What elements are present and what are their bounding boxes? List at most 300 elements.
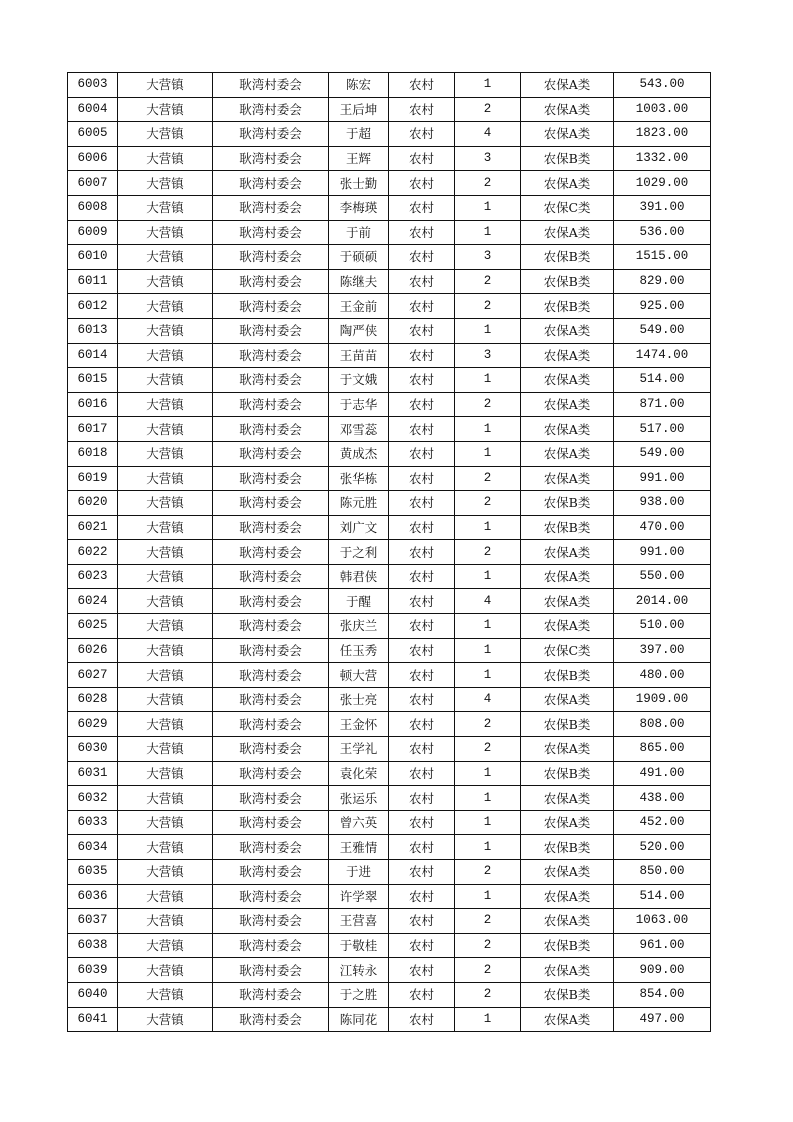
category-cell: 农保A类: [521, 810, 614, 835]
count-cell: 3: [455, 343, 521, 368]
town-cell: 大营镇: [118, 909, 213, 934]
category-cell: 农保A类: [521, 417, 614, 442]
committee-cell: 耿湾村委会: [213, 933, 329, 958]
name-cell: 张庆兰: [329, 614, 389, 639]
type-cell: 农村: [389, 737, 455, 762]
type-cell: 农村: [389, 564, 455, 589]
town-cell: 大营镇: [118, 1007, 213, 1032]
category-cell: 农保A类: [521, 441, 614, 466]
type-cell: 农村: [389, 343, 455, 368]
type-cell: 农村: [389, 982, 455, 1007]
type-cell: 农村: [389, 860, 455, 885]
category-cell: 农保A类: [521, 392, 614, 417]
amount-cell: 1909.00: [614, 687, 711, 712]
name-cell: 王雅情: [329, 835, 389, 860]
town-cell: 大营镇: [118, 564, 213, 589]
category-cell: 农保A类: [521, 687, 614, 712]
name-cell: 王学礼: [329, 737, 389, 762]
table-row: [68, 663, 711, 688]
town-cell: 大营镇: [118, 737, 213, 762]
type-cell: 农村: [389, 73, 455, 98]
amount-cell: 452.00: [614, 810, 711, 835]
category-cell: 农保A类: [521, 540, 614, 565]
town-cell: 大营镇: [118, 638, 213, 663]
id-cell: 6021: [68, 515, 118, 540]
town-cell: 大营镇: [118, 318, 213, 343]
count-cell: 2: [455, 392, 521, 417]
table-row: [68, 786, 711, 811]
category-cell: 农保B类: [521, 515, 614, 540]
type-cell: 农村: [389, 515, 455, 540]
town-cell: 大营镇: [118, 269, 213, 294]
town-cell: 大营镇: [118, 663, 213, 688]
name-cell: 于进: [329, 860, 389, 885]
amount-cell: 961.00: [614, 933, 711, 958]
type-cell: 农村: [389, 589, 455, 614]
count-cell: 4: [455, 589, 521, 614]
town-cell: 大营镇: [118, 933, 213, 958]
amount-cell: 808.00: [614, 712, 711, 737]
type-cell: 农村: [389, 441, 455, 466]
table-row: [68, 933, 711, 958]
id-cell: 6018: [68, 441, 118, 466]
committee-cell: 耿湾村委会: [213, 540, 329, 565]
count-cell: 2: [455, 982, 521, 1007]
category-cell: 农保C类: [521, 638, 614, 663]
category-cell: 农保A类: [521, 614, 614, 639]
name-cell: 于文娥: [329, 368, 389, 393]
committee-cell: 耿湾村委会: [213, 884, 329, 909]
type-cell: 农村: [389, 318, 455, 343]
count-cell: 1: [455, 417, 521, 442]
amount-cell: 829.00: [614, 269, 711, 294]
town-cell: 大营镇: [118, 195, 213, 220]
town-cell: 大营镇: [118, 466, 213, 491]
count-cell: 2: [455, 933, 521, 958]
count-cell: 2: [455, 466, 521, 491]
amount-cell: 543.00: [614, 73, 711, 98]
name-cell: 王金怀: [329, 712, 389, 737]
table-row: [68, 368, 711, 393]
name-cell: 顿大营: [329, 663, 389, 688]
category-cell: 农保A类: [521, 737, 614, 762]
id-cell: 6003: [68, 73, 118, 98]
amount-cell: 520.00: [614, 835, 711, 860]
type-cell: 农村: [389, 122, 455, 147]
table-row: [68, 73, 711, 98]
id-cell: 6037: [68, 909, 118, 934]
amount-cell: 2014.00: [614, 589, 711, 614]
committee-cell: 耿湾村委会: [213, 614, 329, 639]
type-cell: 农村: [389, 958, 455, 983]
id-cell: 6020: [68, 491, 118, 516]
name-cell: 张士勤: [329, 171, 389, 196]
name-cell: 黄成杰: [329, 441, 389, 466]
id-cell: 6032: [68, 786, 118, 811]
id-cell: 6036: [68, 884, 118, 909]
count-cell: 1: [455, 786, 521, 811]
count-cell: 2: [455, 958, 521, 983]
town-cell: 大营镇: [118, 343, 213, 368]
table-row: [68, 97, 711, 122]
table-row: [68, 220, 711, 245]
count-cell: 1: [455, 614, 521, 639]
town-cell: 大营镇: [118, 515, 213, 540]
town-cell: 大营镇: [118, 835, 213, 860]
category-cell: 农保A类: [521, 786, 614, 811]
type-cell: 农村: [389, 663, 455, 688]
count-cell: 1: [455, 638, 521, 663]
town-cell: 大营镇: [118, 860, 213, 885]
town-cell: 大营镇: [118, 982, 213, 1007]
name-cell: 刘广文: [329, 515, 389, 540]
count-cell: 1: [455, 761, 521, 786]
category-cell: 农保B类: [521, 663, 614, 688]
type-cell: 农村: [389, 786, 455, 811]
id-cell: 6016: [68, 392, 118, 417]
id-cell: 6023: [68, 564, 118, 589]
committee-cell: 耿湾村委会: [213, 786, 329, 811]
amount-cell: 909.00: [614, 958, 711, 983]
town-cell: 大营镇: [118, 417, 213, 442]
id-cell: 6015: [68, 368, 118, 393]
table-row: [68, 122, 711, 147]
town-cell: 大营镇: [118, 441, 213, 466]
committee-cell: 耿湾村委会: [213, 663, 329, 688]
id-cell: 6038: [68, 933, 118, 958]
type-cell: 农村: [389, 614, 455, 639]
category-cell: 农保A类: [521, 958, 614, 983]
category-cell: 农保A类: [521, 73, 614, 98]
table-row: [68, 343, 711, 368]
type-cell: 农村: [389, 761, 455, 786]
category-cell: 农保A类: [521, 220, 614, 245]
committee-cell: 耿湾村委会: [213, 97, 329, 122]
category-cell: 农保A类: [521, 343, 614, 368]
town-cell: 大营镇: [118, 146, 213, 171]
count-cell: 2: [455, 491, 521, 516]
town-cell: 大营镇: [118, 97, 213, 122]
type-cell: 农村: [389, 294, 455, 319]
town-cell: 大营镇: [118, 687, 213, 712]
name-cell: 王辉: [329, 146, 389, 171]
type-cell: 农村: [389, 638, 455, 663]
count-cell: 2: [455, 269, 521, 294]
id-cell: 6040: [68, 982, 118, 1007]
category-cell: 农保B类: [521, 835, 614, 860]
category-cell: 农保A类: [521, 1007, 614, 1032]
amount-cell: 1003.00: [614, 97, 711, 122]
amount-cell: 480.00: [614, 663, 711, 688]
category-cell: 农保A类: [521, 122, 614, 147]
committee-cell: 耿湾村委会: [213, 564, 329, 589]
id-cell: 6025: [68, 614, 118, 639]
type-cell: 农村: [389, 245, 455, 270]
table-row: [68, 466, 711, 491]
table-row: [68, 687, 711, 712]
committee-cell: 耿湾村委会: [213, 491, 329, 516]
name-cell: 王营喜: [329, 909, 389, 934]
committee-cell: 耿湾村委会: [213, 860, 329, 885]
count-cell: 1: [455, 368, 521, 393]
name-cell: 陶严侠: [329, 318, 389, 343]
id-cell: 6031: [68, 761, 118, 786]
table-row: [68, 515, 711, 540]
type-cell: 农村: [389, 491, 455, 516]
id-cell: 6035: [68, 860, 118, 885]
count-cell: 1: [455, 564, 521, 589]
table-row: [68, 614, 711, 639]
table-row: [68, 958, 711, 983]
table-row: [68, 245, 711, 270]
category-cell: 农保A类: [521, 884, 614, 909]
type-cell: 农村: [389, 810, 455, 835]
committee-cell: 耿湾村委会: [213, 368, 329, 393]
name-cell: 王苗苗: [329, 343, 389, 368]
name-cell: 许学翠: [329, 884, 389, 909]
type-cell: 农村: [389, 540, 455, 565]
type-cell: 农村: [389, 909, 455, 934]
id-cell: 6008: [68, 195, 118, 220]
category-cell: 农保B类: [521, 245, 614, 270]
committee-cell: 耿湾村委会: [213, 171, 329, 196]
committee-cell: 耿湾村委会: [213, 1007, 329, 1032]
table-row: [68, 392, 711, 417]
name-cell: 于醒: [329, 589, 389, 614]
count-cell: 1: [455, 220, 521, 245]
id-cell: 6005: [68, 122, 118, 147]
town-cell: 大营镇: [118, 810, 213, 835]
id-cell: 6024: [68, 589, 118, 614]
category-cell: 农保B类: [521, 146, 614, 171]
id-cell: 6004: [68, 97, 118, 122]
table-row: [68, 318, 711, 343]
table-row: [68, 982, 711, 1007]
amount-cell: 510.00: [614, 614, 711, 639]
type-cell: 农村: [389, 466, 455, 491]
type-cell: 农村: [389, 835, 455, 860]
town-cell: 大营镇: [118, 73, 213, 98]
category-cell: 农保B类: [521, 712, 614, 737]
type-cell: 农村: [389, 269, 455, 294]
id-cell: 6039: [68, 958, 118, 983]
amount-cell: 871.00: [614, 392, 711, 417]
amount-cell: 491.00: [614, 761, 711, 786]
type-cell: 农村: [389, 368, 455, 393]
amount-cell: 549.00: [614, 318, 711, 343]
id-cell: 6026: [68, 638, 118, 663]
name-cell: 王金前: [329, 294, 389, 319]
amount-cell: 1823.00: [614, 122, 711, 147]
committee-cell: 耿湾村委会: [213, 761, 329, 786]
amount-cell: 1029.00: [614, 171, 711, 196]
amount-cell: 391.00: [614, 195, 711, 220]
town-cell: 大营镇: [118, 589, 213, 614]
amount-cell: 925.00: [614, 294, 711, 319]
category-cell: 农保B类: [521, 294, 614, 319]
name-cell: 江转永: [329, 958, 389, 983]
id-cell: 6030: [68, 737, 118, 762]
count-cell: 1: [455, 73, 521, 98]
id-cell: 6011: [68, 269, 118, 294]
count-cell: 2: [455, 737, 521, 762]
type-cell: 农村: [389, 1007, 455, 1032]
committee-cell: 耿湾村委会: [213, 269, 329, 294]
committee-cell: 耿湾村委会: [213, 343, 329, 368]
id-cell: 6029: [68, 712, 118, 737]
count-cell: 2: [455, 540, 521, 565]
category-cell: 农保A类: [521, 171, 614, 196]
table-row: [68, 564, 711, 589]
category-cell: 农保B类: [521, 491, 614, 516]
count-cell: 4: [455, 122, 521, 147]
committee-cell: 耿湾村委会: [213, 73, 329, 98]
committee-cell: 耿湾村委会: [213, 146, 329, 171]
category-cell: 农保A类: [521, 368, 614, 393]
committee-cell: 耿湾村委会: [213, 294, 329, 319]
table-row: [68, 810, 711, 835]
table-row: [68, 860, 711, 885]
table-row: [68, 540, 711, 565]
name-cell: 李梅瑛: [329, 195, 389, 220]
table-row: [68, 835, 711, 860]
table-row: [68, 884, 711, 909]
amount-cell: 549.00: [614, 441, 711, 466]
count-cell: 1: [455, 835, 521, 860]
town-cell: 大营镇: [118, 786, 213, 811]
id-cell: 6034: [68, 835, 118, 860]
table-row: [68, 195, 711, 220]
name-cell: 袁化荣: [329, 761, 389, 786]
count-cell: 1: [455, 195, 521, 220]
category-cell: 农保A类: [521, 589, 614, 614]
name-cell: 于之利: [329, 540, 389, 565]
name-cell: 王后坤: [329, 97, 389, 122]
name-cell: 任玉秀: [329, 638, 389, 663]
town-cell: 大营镇: [118, 392, 213, 417]
name-cell: 曾六英: [329, 810, 389, 835]
id-cell: 6009: [68, 220, 118, 245]
id-cell: 6027: [68, 663, 118, 688]
type-cell: 农村: [389, 171, 455, 196]
table-row: [68, 737, 711, 762]
table-row: [68, 712, 711, 737]
committee-cell: 耿湾村委会: [213, 810, 329, 835]
type-cell: 农村: [389, 392, 455, 417]
count-cell: 2: [455, 860, 521, 885]
table-row: [68, 171, 711, 196]
amount-cell: 865.00: [614, 737, 711, 762]
amount-cell: 536.00: [614, 220, 711, 245]
type-cell: 农村: [389, 146, 455, 171]
committee-cell: 耿湾村委会: [213, 122, 329, 147]
name-cell: 张士亮: [329, 687, 389, 712]
category-cell: 农保A类: [521, 466, 614, 491]
category-cell: 农保B类: [521, 269, 614, 294]
committee-cell: 耿湾村委会: [213, 220, 329, 245]
id-cell: 6017: [68, 417, 118, 442]
id-cell: 6012: [68, 294, 118, 319]
count-cell: 1: [455, 318, 521, 343]
amount-cell: 438.00: [614, 786, 711, 811]
count-cell: 1: [455, 810, 521, 835]
committee-cell: 耿湾村委会: [213, 392, 329, 417]
committee-cell: 耿湾村委会: [213, 466, 329, 491]
town-cell: 大营镇: [118, 294, 213, 319]
amount-cell: 1063.00: [614, 909, 711, 934]
table-row: [68, 1007, 711, 1032]
type-cell: 农村: [389, 220, 455, 245]
table-row: [68, 638, 711, 663]
town-cell: 大营镇: [118, 761, 213, 786]
committee-cell: 耿湾村委会: [213, 835, 329, 860]
table-row: [68, 269, 711, 294]
amount-cell: 470.00: [614, 515, 711, 540]
amount-cell: 550.00: [614, 564, 711, 589]
count-cell: 2: [455, 97, 521, 122]
amount-cell: 991.00: [614, 540, 711, 565]
amount-cell: 517.00: [614, 417, 711, 442]
category-cell: 农保A类: [521, 318, 614, 343]
category-cell: 农保A类: [521, 564, 614, 589]
committee-cell: 耿湾村委会: [213, 737, 329, 762]
name-cell: 韩君侠: [329, 564, 389, 589]
amount-cell: 514.00: [614, 368, 711, 393]
committee-cell: 耿湾村委会: [213, 589, 329, 614]
name-cell: 张运乐: [329, 786, 389, 811]
committee-cell: 耿湾村委会: [213, 417, 329, 442]
count-cell: 2: [455, 909, 521, 934]
town-cell: 大营镇: [118, 368, 213, 393]
type-cell: 农村: [389, 687, 455, 712]
count-cell: 2: [455, 294, 521, 319]
amount-cell: 1474.00: [614, 343, 711, 368]
table-row: [68, 417, 711, 442]
count-cell: 3: [455, 245, 521, 270]
name-cell: 于硕硕: [329, 245, 389, 270]
id-cell: 6028: [68, 687, 118, 712]
committee-cell: 耿湾村委会: [213, 958, 329, 983]
table-row: [68, 909, 711, 934]
committee-cell: 耿湾村委会: [213, 195, 329, 220]
town-cell: 大营镇: [118, 171, 213, 196]
town-cell: 大营镇: [118, 884, 213, 909]
town-cell: 大营镇: [118, 122, 213, 147]
id-cell: 6022: [68, 540, 118, 565]
name-cell: 于之胜: [329, 982, 389, 1007]
count-cell: 1: [455, 441, 521, 466]
committee-cell: 耿湾村委会: [213, 687, 329, 712]
name-cell: 陈元胜: [329, 491, 389, 516]
type-cell: 农村: [389, 884, 455, 909]
table-row: [68, 589, 711, 614]
id-cell: 6033: [68, 810, 118, 835]
type-cell: 农村: [389, 712, 455, 737]
category-cell: 农保A类: [521, 909, 614, 934]
committee-cell: 耿湾村委会: [213, 982, 329, 1007]
count-cell: 2: [455, 712, 521, 737]
name-cell: 张华栋: [329, 466, 389, 491]
category-cell: 农保C类: [521, 195, 614, 220]
town-cell: 大营镇: [118, 614, 213, 639]
amount-cell: 850.00: [614, 860, 711, 885]
committee-cell: 耿湾村委会: [213, 638, 329, 663]
type-cell: 农村: [389, 195, 455, 220]
category-cell: 农保B类: [521, 761, 614, 786]
name-cell: 邓雪蕊: [329, 417, 389, 442]
id-cell: 6041: [68, 1007, 118, 1032]
id-cell: 6006: [68, 146, 118, 171]
